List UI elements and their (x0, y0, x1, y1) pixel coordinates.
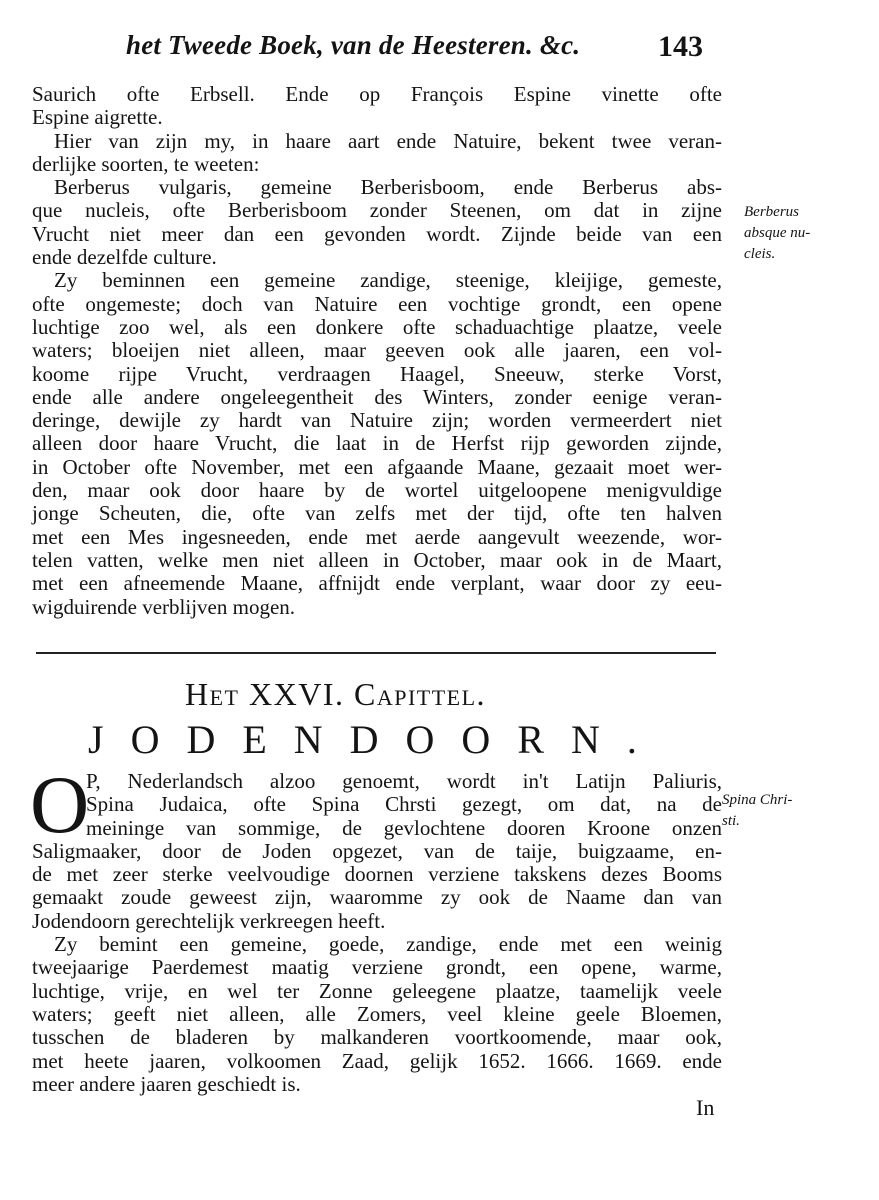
margin-note-berberus: Berberus absque nu- cleis. (744, 204, 811, 262)
running-head: het Tweede Boek, van de Heesteren. &c. (126, 30, 581, 60)
text-line: alleen door haare Vrucht, die laat in de Herfst rijp geworden zijnde, (32, 431, 722, 456)
text-line: in October ofte November, met een afgaande Maane, gezaait moet wer- (32, 454, 722, 479)
text-line: deringe, dewijle zy hardt van Natuire zijn; worden vermeerdert niet (32, 408, 722, 433)
text-line: waters; geeft niet alleen, alle Zomers, veel kleine geele Bloemen, (32, 1001, 722, 1026)
text-line: meininge van sommige, de gevlochtene dooren Kroone onzen (86, 815, 722, 840)
page-number: 143 (658, 30, 703, 63)
text-line: tusschen de bladeren by malkanderen voortkoomende, maar ook, (32, 1025, 722, 1050)
catchword: In (696, 1095, 715, 1120)
text-line: Berberus vulgaris, gemeine Berberisboom, ende Berberus abs- (54, 175, 722, 200)
text-line: derlijke soorten, te weeten: (32, 151, 260, 176)
section-divider (36, 652, 716, 654)
text-line: ofte ongemeste; doch van Natuire een vochtige grondt, een opene (32, 291, 722, 316)
text-line: de met zeer sterke veelvoudige doornen verziene takskens dezes Booms (32, 862, 722, 887)
text-line: met een Mes ingesneeden, ende met aerde aangevult weezende, wor- (32, 524, 722, 549)
text-line: Saurich ofte Erbsell. Ende op François Espine vinette ofte (32, 82, 722, 106)
text-line: Zy beminnen een gemeine zandige, steenige, kleijige, gemeste, (54, 268, 722, 293)
text-line: jonge Scheuten, die, ofte van zelfs met der tijd, ofte ten halven (32, 501, 722, 526)
text-line: luchtige zoo wel, als een donkere ofte schaduachtige plaatze, veele (32, 314, 722, 339)
text-line: meer andere jaaren geschiedt is. (32, 1071, 301, 1096)
text-line: P, Nederlandsch alzoo genoemt, wordt in't Latijn Paliuris, (86, 769, 722, 793)
text-line: Spina Judaica, ofte Spina Chrsti gezegt, om dat, na de (86, 792, 722, 817)
text-line: met een afneemende Maane, affnijdt ende verplant, waar door zy eeu- (32, 571, 722, 596)
drop-cap: O (30, 759, 90, 850)
text-line: waters; bloeijen niet alleen, maar geeven ook alle jaaren, een vol- (32, 338, 722, 363)
text-line: Hier van zijn my, in haare aart ende Natuire, bekent twee veran- (54, 128, 722, 153)
text-line: koome rijpe Vrucht, verdraagen Haagel, Sneeuw, sterke Vorst, (32, 361, 722, 386)
text-line: luchtige, vrije, en wel ter Zonne geleegene plaatze, taamelijk veele (32, 978, 722, 1003)
chapter-title: JODENDOORN. (88, 717, 664, 762)
margin-note-spina: Spina Chri- sti. (722, 792, 793, 829)
text-line: que nucleis, ofte Berberisboom zonder Steenen, om dat in zijne (32, 198, 722, 223)
text-line: ende dezelfde culture. (32, 245, 217, 270)
text-line: Jodendoorn gerechtelijk verkreegen heeft. (32, 908, 386, 933)
text-line: Saligmaaker, door de Joden opgezet, van de taije, buigzaame, en- (32, 838, 722, 863)
text-line: wigduirende verblijven mogen. (32, 594, 296, 619)
chapter-heading: Het XXVI. Capittel. (185, 676, 487, 712)
text-line: telen vatten, welke men niet alleen in October, maar ook in de Maart, (32, 547, 722, 572)
top-section (32, 83, 722, 619)
text-line: Zy bemint een gemeine, goede, zandige, ende met een weinig (54, 932, 722, 957)
text-line: Espine aigrette. (32, 105, 163, 130)
text-line: gemaakt zoude geweest zijn, waaromme zy ook de Naame dan van (32, 885, 722, 910)
text-line: den, maar ook door haare by de wortel uitgeloopene menigvuldige (32, 478, 722, 503)
text-line: met heete jaaren, volkoomen Zaad, gelijk 1652. 1666. 1669. ende (32, 1048, 722, 1073)
text-line: Vrucht niet meer dan een gevonden wordt. Zijnde beide van een (32, 221, 722, 246)
chapter-text (32, 770, 722, 1096)
text-line: tweejaarige Paerdemest maatig verziene grondt, een opene, warme, (32, 955, 722, 980)
text-line: ende alle andere ongeleegentheit des Winters, zonder eenige veran- (32, 384, 722, 409)
